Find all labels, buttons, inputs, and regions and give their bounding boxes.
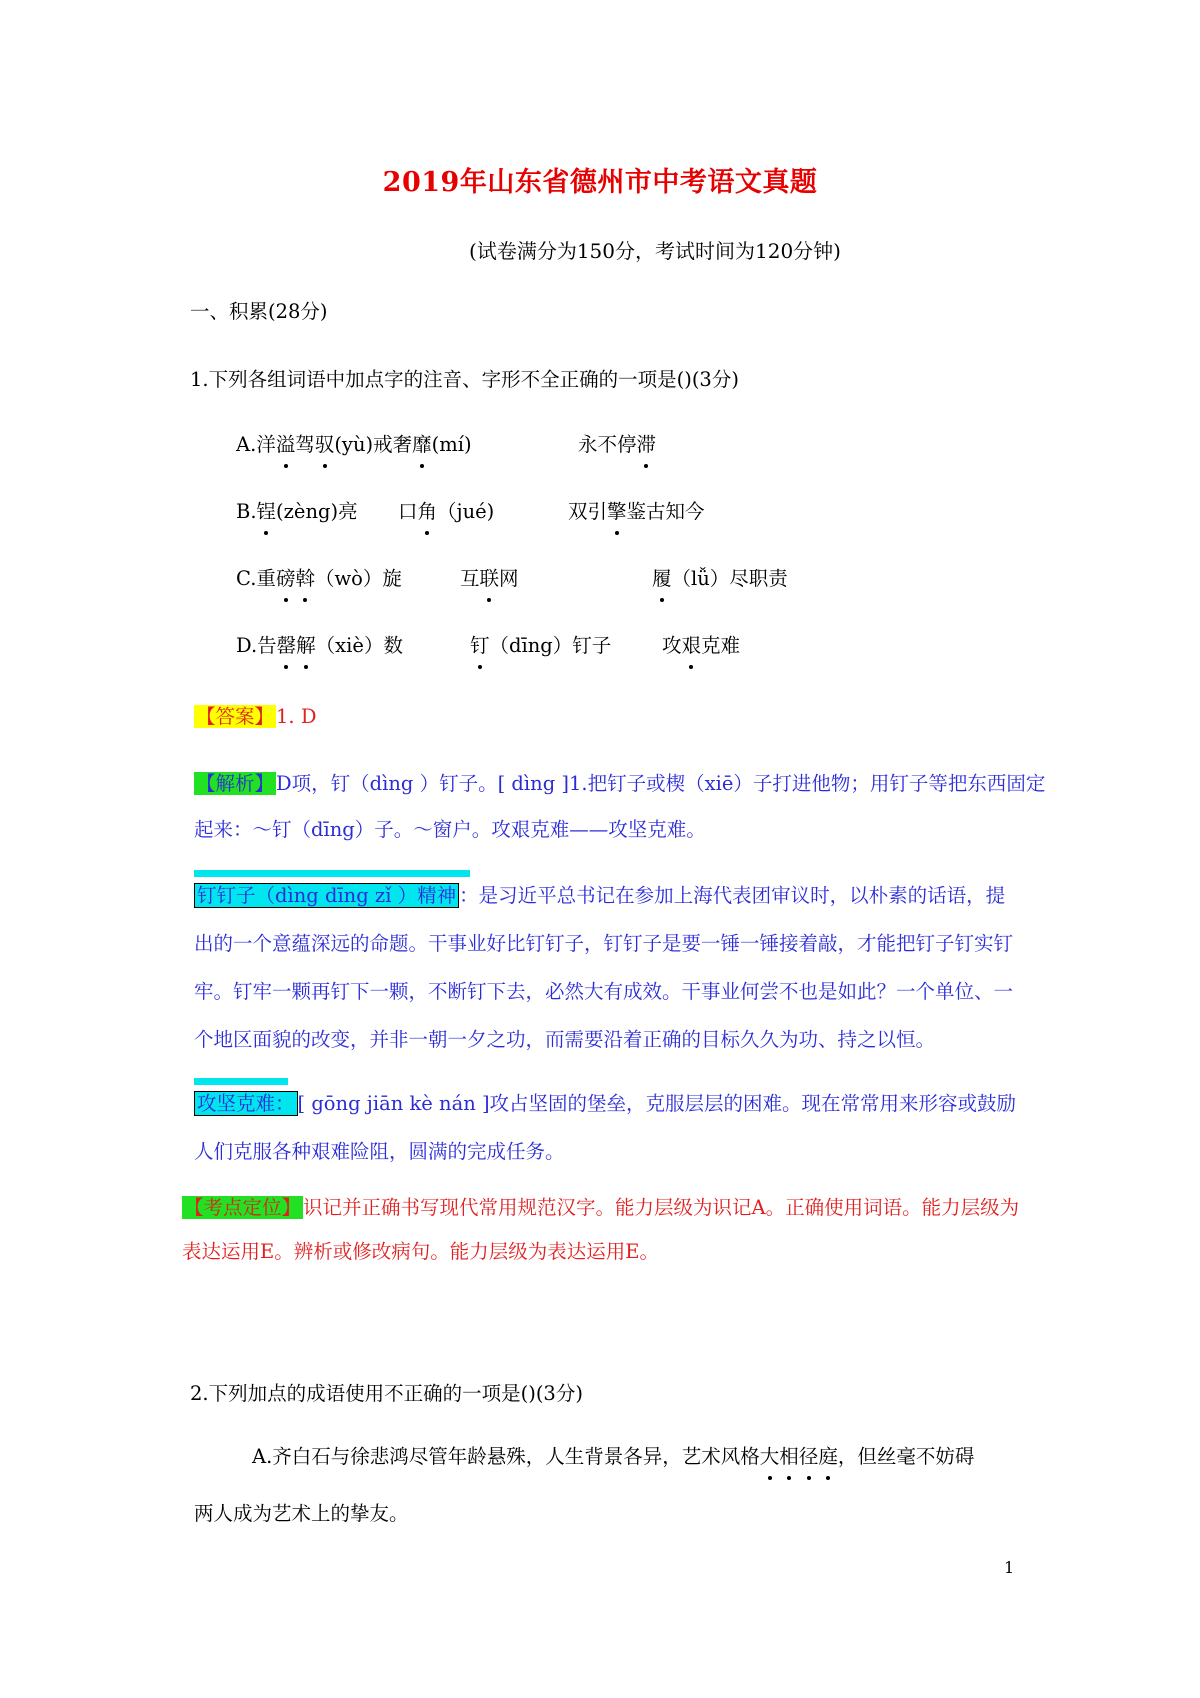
exam-subtitle: (试卷满分为150分，考试时间为120分钟) bbox=[469, 239, 841, 263]
q2-option-a-line1: A.齐白石与徐悲鸿尽管年龄悬殊，人生背景各异，艺术风格大相径庭，但丝毫不妨碍 bbox=[252, 1443, 974, 1471]
q1-option-a: A.洋溢驾驭(yù)戒奢靡(mí) bbox=[236, 431, 472, 459]
q1-option-d: D.告罄解（xiè）数 bbox=[236, 632, 403, 660]
q1-option-b-part2: 口角（jué) bbox=[398, 498, 494, 526]
answer-text: 1. D bbox=[276, 705, 317, 728]
answer-1 bbox=[194, 703, 316, 731]
q1-option-c-part3: 履（lǚ）尽职责 bbox=[652, 565, 788, 593]
analysis-1-line1: 【解析】 D项，钉（dìng ）钉子。[ dìng ]1.把钉子或楔（xiē）子打进他物；用钉子等把东西固定 bbox=[196, 772, 1046, 795]
answer-tag: 【答案】 bbox=[196, 705, 275, 728]
q2-option-a-line2: 两人成为艺术上的挚友。 bbox=[194, 1502, 409, 1525]
analysis-1-line2: 起来：～钉（dīng）子。～窗户。攻艰克难——攻坚克难。 bbox=[194, 818, 706, 841]
note-gongjiankenan: 攻坚克难： [ gōng jiān kè nán ]攻占坚固的堡垒，克服层层的困难。现在常常用来形容或鼓励人们克服各种艰难险阻，圆满的完成任务。 bbox=[194, 1092, 1017, 1163]
question-1-stem: 1.下列各组词语中加点字的注音、字形不全正确的一项是()(3分) bbox=[190, 368, 739, 391]
analysis-tag: 【解析】 bbox=[196, 772, 275, 795]
q1-option-d-part2: 钉（dīng）钉子 bbox=[470, 632, 611, 660]
q1-option-c-part2: 互联网 bbox=[460, 565, 519, 593]
q1-option-c: C.重磅斡（wò）旋 bbox=[236, 565, 402, 593]
section-heading: 一、积累(28分) bbox=[190, 300, 328, 323]
q1-option-b-part3: 双引擎鉴古知今 bbox=[568, 498, 705, 526]
page-number: 1 bbox=[1004, 1558, 1015, 1577]
kaodian-1: 【考点定位】 识记并正确书写现代常用规范汉字。能力层级为识记A。正确使用词语。能力层级为表达运用E。辨析或修改病句。能力层级为表达运用E。 bbox=[182, 1196, 1020, 1263]
kaodian-tag: 【考点定位】 bbox=[184, 1196, 302, 1219]
note-dingdingzi: 钉钉子（dìng dīng zǐ ）精神 ：是习近平总书记在参加上海代表团审议时，以朴素的话语，提出的一个意蕴深远的命题。干事业好比钉钉子，钉钉子是要一锤一锤接着敲，才能把钉子钉实钉牢。钉牢一颗再钉下一颗，不断钉下去，必然大有成效。干事业何尝不也是如此？一个单位、一个地区面貌的改变，并非一朝一夕之功，而需要沿着正确的目标久久为功、持之以恒。 bbox=[194, 884, 1014, 1051]
q1-option-d-part3: 攻艰克难 bbox=[662, 632, 740, 660]
question-2-stem: 2.下列加点的成语使用不正确的一项是()(3分) bbox=[190, 1382, 583, 1405]
note-gongjiankenan-tag: 攻坚克难： bbox=[194, 1091, 298, 1116]
q1-option-a-part2: 永不停滞 bbox=[578, 431, 656, 459]
note-dingdingzi-tag: 钉钉子（dìng dīng zǐ ）精神 bbox=[194, 883, 459, 908]
page-title: 2019年山东省德州市中考语文真题 bbox=[382, 167, 818, 198]
q1-option-b: B.锃(zèng)亮 bbox=[236, 498, 358, 526]
